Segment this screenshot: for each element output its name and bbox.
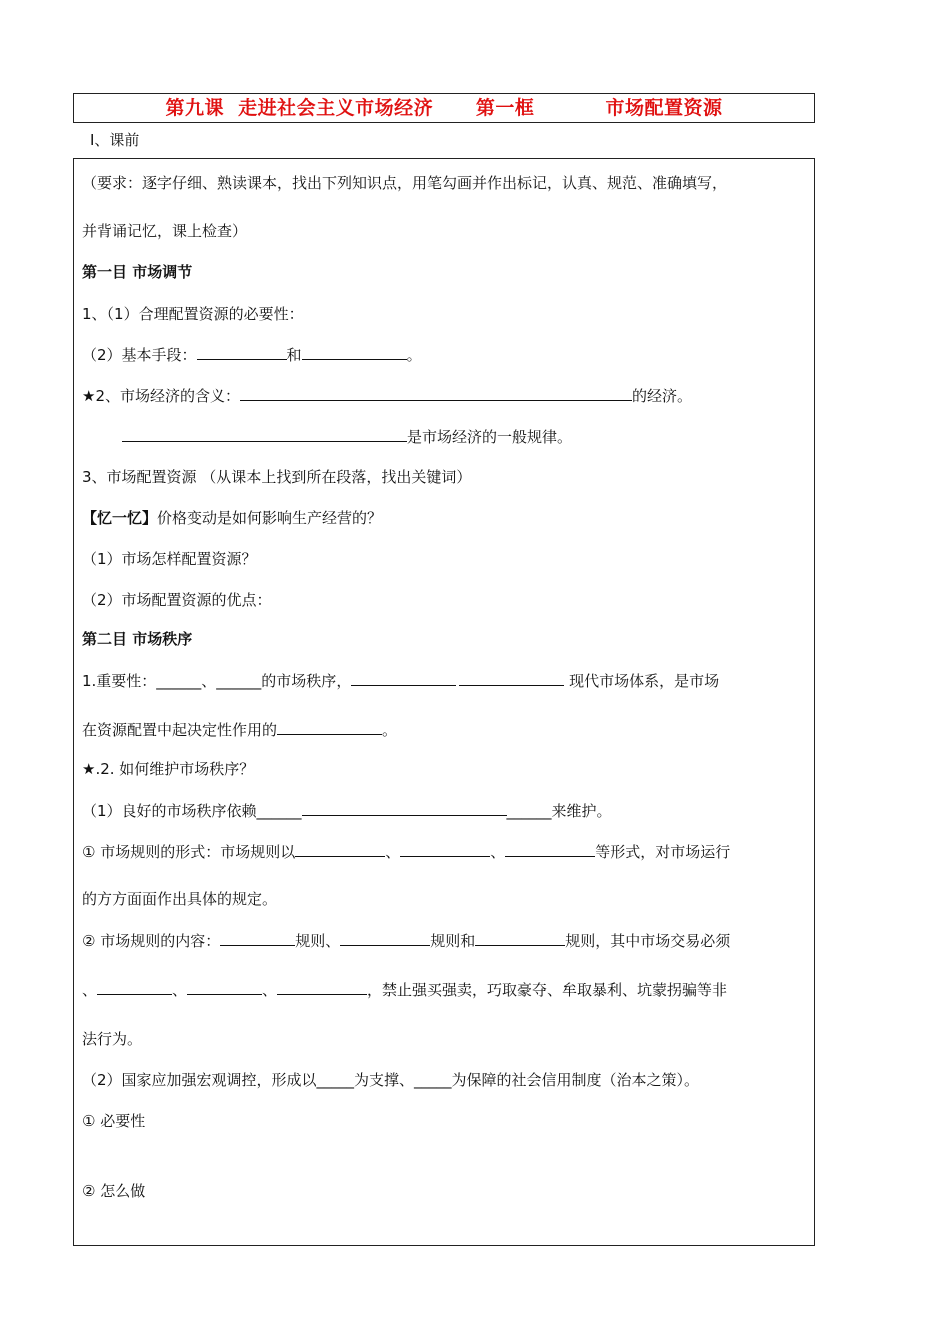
text: 规则，其中市场交易必须 (565, 932, 731, 950)
text: 、 (172, 981, 188, 999)
text: 规则和 (430, 932, 476, 950)
heading-market-order: 第二目 市场秩序 (82, 630, 193, 648)
text: 、 (262, 981, 278, 999)
recall-question (82, 508, 382, 528)
fill-blank[interactable] (459, 670, 564, 686)
text: 是市场经济的一般规律。 (407, 428, 573, 446)
recall-sub-2: （2）市场配置资源的优点： (82, 591, 272, 609)
page-title: 第九课 走进社会主义市场经济 第一框 市场配置资源 (165, 97, 723, 119)
item-2 (82, 385, 692, 406)
recall-sub-1: （1）市场怎样配置资源？ (82, 550, 257, 568)
text: ，禁止强买强卖，巧取豪夺、牟取暴利、坑蒙拐骗等非 (367, 981, 728, 999)
fill-blank[interactable] (97, 979, 172, 995)
text: ① 市场规则的形式：市场规则以 (82, 843, 296, 861)
fill-blank[interactable] (400, 841, 490, 857)
rule-content (82, 930, 730, 951)
text: 。 (406, 346, 422, 364)
rule-forms (82, 841, 730, 862)
fill-blank[interactable] (240, 385, 632, 401)
order-importance (82, 670, 719, 691)
section-label: Ⅰ、课前 (90, 131, 140, 149)
fill-blank[interactable] (187, 979, 262, 995)
item-2-law (122, 426, 572, 447)
fill-blank[interactable] (351, 670, 456, 686)
necessity: ① 必要性 (82, 1112, 146, 1130)
text: 、 (82, 981, 98, 999)
how-to: ② 怎么做 (82, 1182, 146, 1200)
rule-content-end: 法行为。 (82, 1030, 143, 1048)
fill-blank[interactable] (302, 344, 407, 360)
text: ★2、市场经济的含义： (82, 387, 240, 405)
order-maintain-heading: ★.2. 如何维护市场秩序？ (82, 760, 255, 778)
text: ② 市场规则的内容： (82, 932, 221, 950)
order-importance-cont (82, 719, 397, 740)
text: 价格变动是如何影响生产经营的？ (157, 509, 383, 527)
fill-blank[interactable] (277, 979, 367, 995)
text: 在资源配置中起决定性作用的 (82, 721, 278, 739)
text: 现代市场体系，是市场 (564, 672, 720, 690)
text: 规则、 (295, 932, 341, 950)
fill-blank[interactable] (220, 930, 295, 946)
fill-blank[interactable] (475, 930, 565, 946)
text: ______来维护。 (506, 802, 612, 820)
rule-forms-cont: 的方方面面作出具体的规定。 (82, 890, 278, 908)
fill-blank[interactable] (340, 930, 430, 946)
fill-blank[interactable] (277, 719, 382, 735)
text: （1）良好的市场秩序依赖______ (82, 802, 302, 820)
text: 的经济。 (632, 387, 693, 405)
text: 等形式，对市场运行 (595, 843, 731, 861)
recall-label: 【忆一忆】 (82, 509, 158, 527)
heading-market-regulation: 第一目 市场调节 (82, 263, 193, 281)
requirement-line-1: （要求：逐字仔细、熟读课本，找出下列知识点，用笔勾画并作出标记，认真、规范、准确填写， (82, 174, 728, 192)
fill-blank[interactable] (505, 841, 595, 857)
text: 。 (382, 721, 398, 739)
fill-blank[interactable] (122, 426, 407, 442)
macro-control: （2）国家应加强宏观调控，形成以_____为支撑、_____为保障的社会信用制度（治本之策）。 (82, 1071, 700, 1089)
fill-blank[interactable] (295, 841, 385, 857)
item-1-2 (82, 344, 422, 365)
text: 、 (385, 843, 401, 861)
rule-content-cont (82, 979, 727, 1000)
text: 1.重要性：______、______的市场秩序， (82, 672, 352, 690)
text: 和 (286, 346, 302, 364)
text: （2）基本手段： (82, 346, 197, 364)
fill-blank[interactable] (197, 344, 287, 360)
order-maintain-1 (82, 800, 612, 821)
item-1-1: 1、（1）合理配置资源的必要性： (82, 305, 304, 323)
text: 、 (490, 843, 506, 861)
title-box (73, 93, 815, 123)
item-3: 3、市场配置资源 （从课本上找到所在段落，找出关键词） (82, 468, 472, 486)
fill-blank[interactable] (302, 800, 507, 816)
requirement-line-2: 并背诵记忆，课上检查） (82, 222, 248, 240)
